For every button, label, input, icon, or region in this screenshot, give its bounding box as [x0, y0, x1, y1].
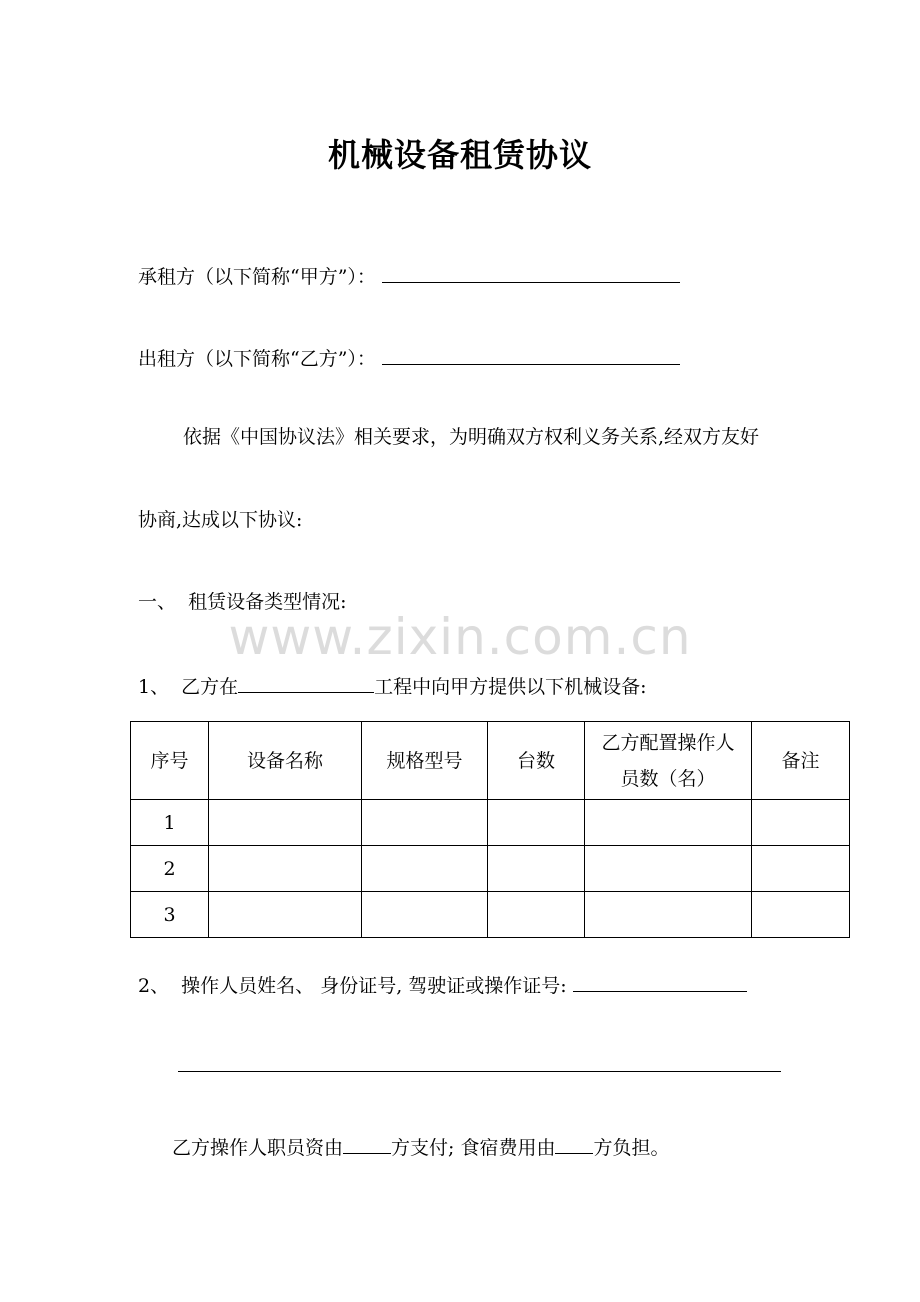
table-cell[interactable] — [488, 846, 585, 892]
payment-text-2: 方支付; 食宿费用由 — [391, 1137, 556, 1159]
item-2-line — [138, 969, 747, 999]
table-cell[interactable] — [585, 800, 752, 846]
table-cell[interactable] — [488, 800, 585, 846]
payment-text-3: 方负担。 — [593, 1137, 670, 1159]
wage-payer-blank[interactable] — [343, 1131, 391, 1154]
table-row — [131, 800, 850, 846]
document-title: 机械设备租赁协议 — [327, 136, 592, 174]
watermark: www.zixin.com.cn — [228, 608, 692, 666]
table-cell[interactable] — [488, 892, 585, 938]
table-row — [131, 892, 850, 938]
item-1-suffix: 工程中向甲方提供以下机械设备: — [374, 676, 647, 698]
intro-line-2: 协商,达成以下协议: — [138, 509, 303, 531]
payment-text-1: 乙方操作人职员资由 — [172, 1137, 344, 1159]
lessee-label: 承租方（以下简称“甲方”）： — [138, 266, 376, 288]
table-cell[interactable] — [752, 892, 850, 938]
row-number-cell: 1 — [131, 800, 209, 846]
table-cell[interactable] — [752, 846, 850, 892]
item-1-line — [138, 670, 647, 700]
row-number-cell: 3 — [131, 892, 209, 938]
table-cell[interactable] — [362, 892, 488, 938]
item-2-label: 2、 操作人员姓名、 身份证号, 驾驶证或操作证号: — [138, 975, 567, 997]
board-payer-blank[interactable] — [555, 1131, 593, 1154]
header-cell: 乙方配置操作人员数（名） — [585, 722, 752, 800]
operator-info-blank-line-2[interactable] — [178, 1071, 781, 1072]
project-name-blank[interactable] — [238, 670, 374, 693]
table-cell[interactable] — [585, 892, 752, 938]
table-cell[interactable] — [585, 846, 752, 892]
table-cell[interactable] — [209, 846, 362, 892]
header-cell: 设备名称 — [209, 722, 362, 800]
section-1-heading: 一、 租赁设备类型情况: — [138, 591, 347, 613]
table-cell[interactable] — [209, 800, 362, 846]
table-row — [131, 846, 850, 892]
operator-info-blank[interactable] — [573, 969, 747, 992]
header-cell: 备注 — [752, 722, 850, 800]
row-number-cell: 2 — [131, 846, 209, 892]
table-header-row — [131, 722, 850, 800]
lessor-blank[interactable] — [382, 342, 680, 365]
equipment-table — [130, 721, 850, 938]
header-cell: 规格型号 — [362, 722, 488, 800]
header-cell: 序号 — [131, 722, 209, 800]
table-cell[interactable] — [209, 892, 362, 938]
lessee-line — [138, 260, 680, 290]
lessor-line — [138, 342, 680, 372]
lessee-blank[interactable] — [382, 260, 680, 283]
table-cell[interactable] — [752, 800, 850, 846]
table-cell[interactable] — [362, 800, 488, 846]
header-cell: 台数 — [488, 722, 585, 800]
table-cell[interactable] — [362, 846, 488, 892]
payment-line — [172, 1131, 669, 1161]
lessor-label: 出租方（以下简称“乙方”）： — [138, 348, 376, 370]
item-1-prefix: 1、 乙方在 — [138, 676, 239, 698]
intro-line-1: 依据《中国协议法》相关要求，为明确双方权利义务关系,经双方友好 — [183, 426, 760, 448]
